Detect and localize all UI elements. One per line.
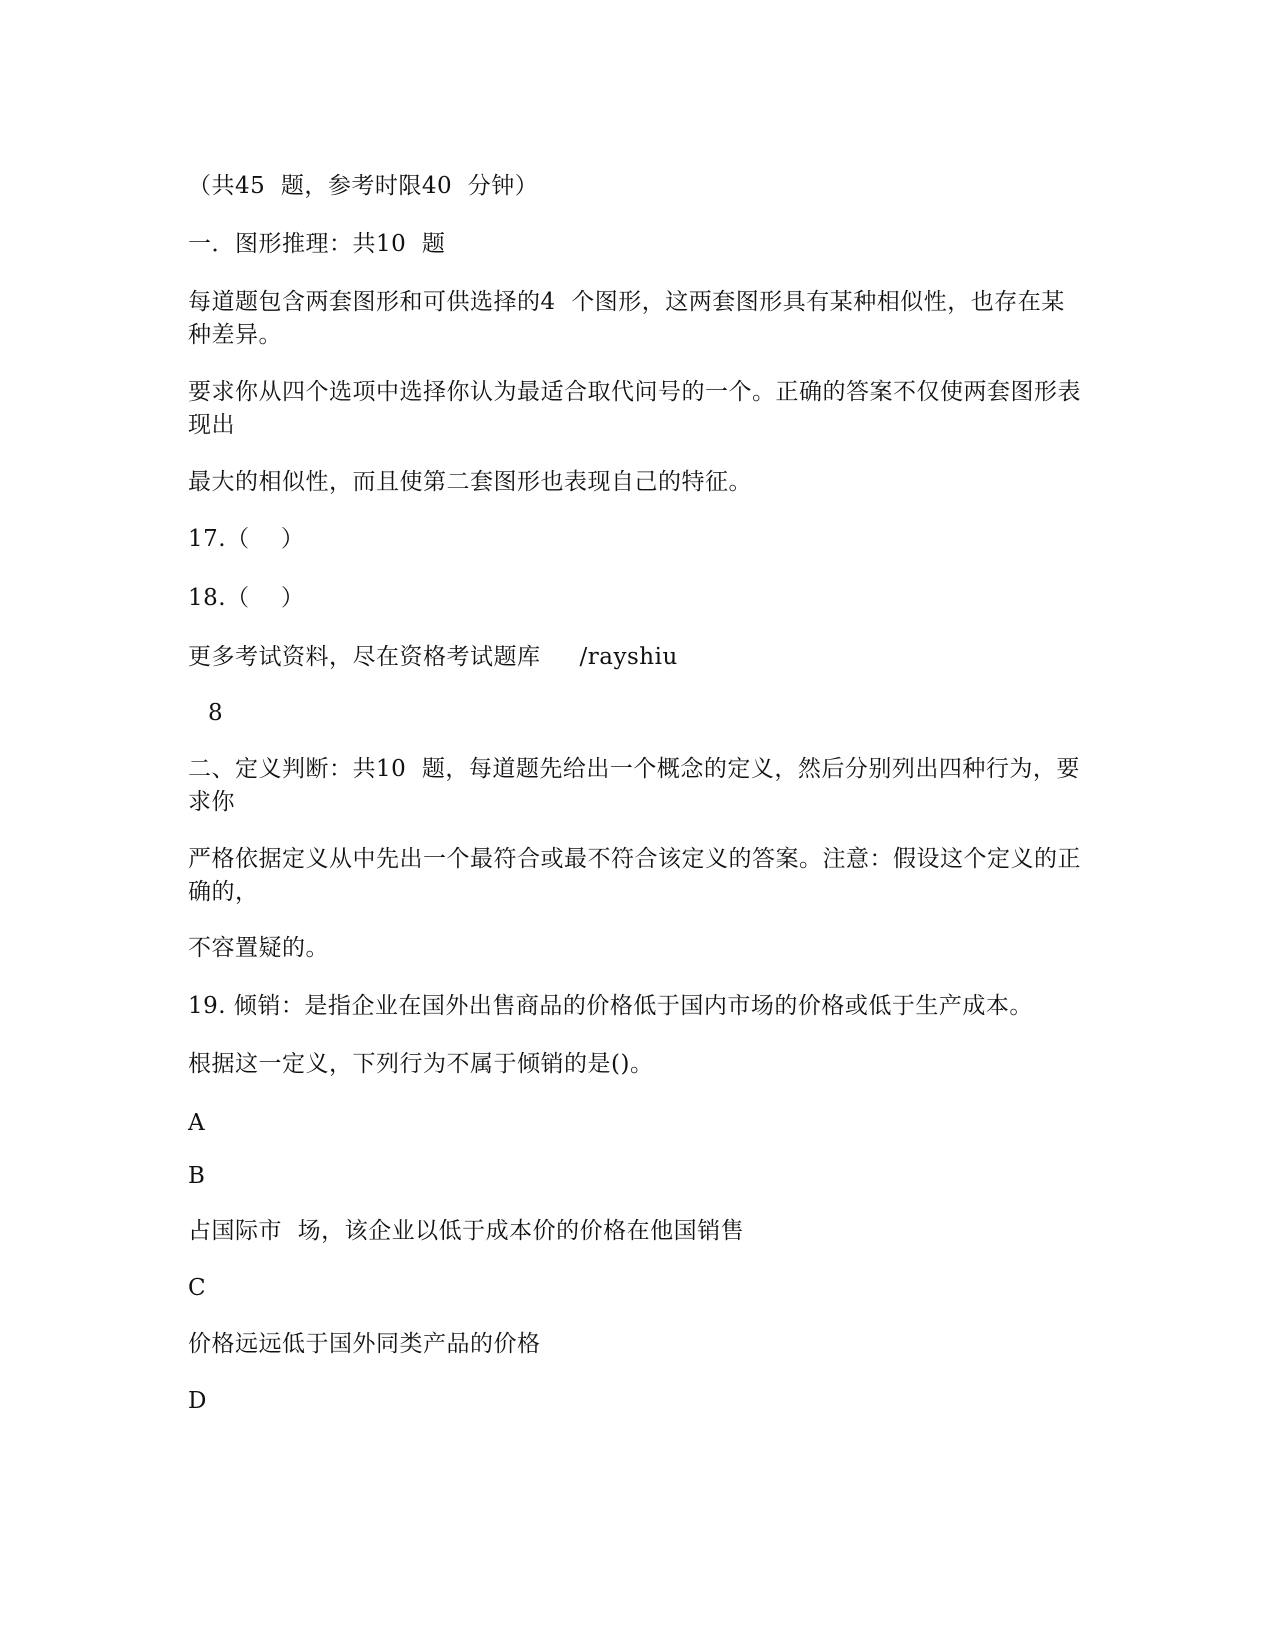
- option-a-label: A: [188, 1110, 206, 1136]
- option-b-text: 占国际市 场，该企业以低于成本价的价格在他国销售: [188, 1218, 745, 1244]
- option-c-label: C: [188, 1275, 207, 1301]
- option-c-text: 价格远远低于国外同类产品的价格: [188, 1331, 541, 1357]
- question-19-definition: 19. 倾销：是指企业在国外出售商品的价格低于国内市场的价格或低于生产成本。: [188, 993, 1033, 1019]
- page-number: 8: [208, 700, 224, 726]
- question-19-prompt: 根据这一定义，下列行为不属于倾销的是()。: [188, 1051, 654, 1077]
- section-1-title: 一．图形推理：共10 题: [188, 231, 446, 257]
- promo-text: 更多考试资料，尽在资格考试题库 /rayshiu: [188, 644, 678, 670]
- question-17: 17.（ ）: [188, 526, 305, 552]
- section-2-title: 二、定义判断：共10 题，每道题先给出一个概念的定义，然后分别列出四种行为，要求你: [188, 756, 1080, 815]
- section-2-requirement: 严格依据定义从中先出一个最符合或最不符合该定义的答案。注意：假设这个定义的正确的，: [188, 846, 1081, 905]
- exam-intro: （共45 题，参考时限40 分钟）: [188, 173, 539, 199]
- question-18: 18.（ ）: [188, 585, 305, 611]
- option-b-label: B: [188, 1163, 206, 1189]
- section-2-requirement-cont: 不容置疑的。: [188, 935, 329, 961]
- section-1-requirement: 要求你从四个选项中选择你认为最适合取代问号的一个。正确的答案不仅使两套图形表现出: [188, 379, 1081, 438]
- section-1-requirement-cont: 最大的相似性，而且使第二套图形也表现自己的特征。: [188, 469, 752, 495]
- section-1-description: 每道题包含两套图形和可供选择的4 个图形，这两套图形具有某种相似性，也存在某种差异。: [188, 289, 1065, 348]
- option-d-label: D: [188, 1388, 207, 1414]
